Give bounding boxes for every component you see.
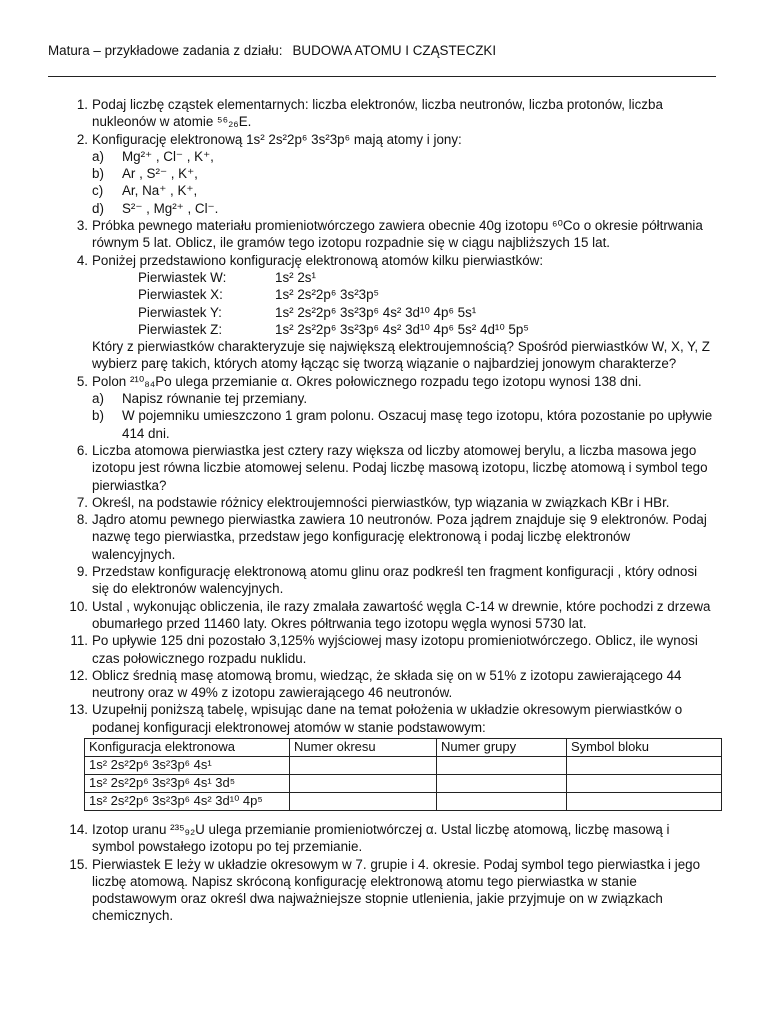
header-topic: BUDOWA ATOMU I CZĄSTECZKI xyxy=(292,43,497,58)
question-text: Oblicz średnią masę atomową bromu, wiedząc, że składa się on w 51% z izotopu zawierającego 44 neutrony oraz w 49% z izotopu zawierającego 46 neutronów. xyxy=(92,667,682,701)
answer-option xyxy=(92,182,714,199)
question-text: Polon ²¹⁰₈₄Po ulega przemianie α. Okres połowicznego rozpadu tego izotopu wynosi 138 dni. xyxy=(92,373,642,389)
question-text: Liczba atomowa pierwiastka jest cztery razy większa od liczby atomowej berylu, a liczba masowa jego izotopu jest równa liczbie atomowej selenu. Podaj liczbę masową izotopu, liczbę atomową i symbol tego pierwiastka? xyxy=(92,442,708,493)
answer-option xyxy=(92,165,714,182)
question-text: Uzupełnij poniższą tabelę, wpisując dane na temat położenia w układzie okresowym pierwiastków o podanej konfiguracji elektronowej atomów w stanie podstawowym: xyxy=(92,702,683,735)
table-header-cell: Konfiguracja elektronowa xyxy=(85,738,290,756)
question-number: 11. xyxy=(70,633,88,649)
option-letter: c) xyxy=(92,183,104,199)
question-item xyxy=(64,563,714,598)
element-config-row xyxy=(92,304,714,321)
table-row xyxy=(85,792,722,810)
option-letter: a) xyxy=(92,148,104,164)
question-text: Poniżej przedstawiono konfigurację elektronową atomów kilku pierwiastków: xyxy=(92,252,544,268)
question-item xyxy=(64,131,714,217)
question-number: 4. xyxy=(76,252,88,268)
question-number: 12. xyxy=(69,667,88,683)
table-header-cell: Numer grupy xyxy=(437,738,567,756)
config-cell: 1s² 2s²2p⁶ 3s²3p⁶ 4s² 3d¹⁰ 4p⁵ xyxy=(85,792,290,810)
electron-configuration: 1s² 2s²2p⁶ 3s²3p⁵ xyxy=(275,287,380,303)
answer-cell[interactable] xyxy=(290,774,437,792)
answer-option xyxy=(92,148,714,165)
question-number: 14. xyxy=(69,821,88,837)
answer-cell[interactable] xyxy=(437,756,567,774)
question-item xyxy=(64,632,714,667)
question-item xyxy=(64,701,714,811)
answer-cell[interactable] xyxy=(567,774,722,792)
option-letter: d) xyxy=(92,200,104,216)
answer-cell[interactable] xyxy=(290,792,437,810)
question-item xyxy=(64,494,714,511)
question-text: Określ, na podstawie różnicy elektroujemności pierwiastków, typ wiązania w związkach KBr i HBr. xyxy=(92,494,670,510)
question-text: Podaj liczbę cząstek elementarnych: liczba elektronów, liczba neutronów, liczba protonów, liczba nukleonów w atomie ⁵⁶₂₆E. xyxy=(92,97,663,130)
element-config-row xyxy=(92,321,714,338)
question-text: Próbka pewnego materiału promieniotwórczego zawiera obecnie 40g izotopu ⁶⁰Co o okresie półtrwania równym 5 lat. Oblicz, ile gramów tego izotopu rozpadnie się w ciągu najbliższych 15 lat. xyxy=(92,218,703,251)
element-name: Pierwiastek Y: xyxy=(138,304,222,320)
question-number: 10. xyxy=(69,598,88,614)
table-row xyxy=(85,756,722,774)
table-header-row xyxy=(85,738,722,756)
question-item xyxy=(64,856,714,925)
question-item xyxy=(64,821,714,856)
answer-cell[interactable] xyxy=(567,756,722,774)
answer-option xyxy=(92,390,714,407)
element-config-row xyxy=(92,269,714,286)
question-text: Ustal , wykonując obliczenia, ile razy zmalała zawartość węgla C-14 w drewnie, które pochodzi z drzewa obumarłego przed 11460 laty. Okres półtrwania tego izotopu węgla wynosi 5730 lat. xyxy=(92,598,711,631)
question-number: 13. xyxy=(69,702,88,718)
question-number: 1. xyxy=(76,97,88,112)
option-text: Napisz równanie tej przemiany. xyxy=(122,391,308,407)
option-letter: b) xyxy=(92,166,104,182)
element-config-row xyxy=(92,286,714,303)
question-number: 8. xyxy=(76,512,88,528)
worksheet-header xyxy=(48,43,496,58)
question-item xyxy=(64,96,714,131)
element-name: Pierwiastek X: xyxy=(138,287,223,303)
option-letter: b) xyxy=(92,408,104,424)
question-number: 6. xyxy=(76,442,88,458)
question-number: 9. xyxy=(76,564,88,580)
periodic-position-table xyxy=(84,738,722,811)
answer-cell[interactable] xyxy=(437,774,567,792)
electron-configuration: 1s² 2s²2p⁶ 3s²3p⁶ 4s² 3d¹⁰ 4p⁶ 5s¹ xyxy=(275,304,477,320)
header-divider xyxy=(48,76,716,77)
question-number: 2. xyxy=(76,131,88,147)
question-text: Konfigurację elektronową 1s² 2s²2p⁶ 3s²3p⁶ mają atomy i jony: xyxy=(92,131,462,147)
option-text: S²⁻ , Mg²⁺ , Cl⁻. xyxy=(122,200,219,216)
question-number: 15. xyxy=(69,856,88,872)
option-letter: a) xyxy=(92,391,104,407)
question-text: Po upływie 125 dni pozostało 3,125% wyjściowej masy izotopu promieniotwórczego. Oblicz, ile wynosi czas połowicznego rozpadu nuklidu. xyxy=(92,633,698,666)
answer-option xyxy=(92,407,714,442)
question-text: Pierwiastek E leży w układzie okresowym w 7. grupie i 4. okresie. Podaj symbol tego pierwiastka i jego liczbę atomową. Napisz skróconą konfigurację elektronową atomu tego pierwiastka w stanie podstawowym oraz określ dwa najważniejsze stopnie utlenienia, jakie przyjmuje on w związkach chemicznych. xyxy=(92,856,701,924)
question-number: 3. xyxy=(76,218,88,234)
table-header-cell: Symbol bloku xyxy=(567,738,722,756)
header-title: Matura – przykładowe zadania z działu: xyxy=(48,43,283,58)
question-number: 5. xyxy=(76,373,88,389)
question-item xyxy=(64,217,714,252)
question-item xyxy=(64,373,714,442)
answer-option xyxy=(92,200,714,217)
question-item xyxy=(64,252,714,373)
electron-configuration: 1s² 2s¹ xyxy=(275,269,316,285)
question-text: Przedstaw konfigurację elektronową atomu glinu oraz podkreśl ten fragment konfiguracji , który odnosi się do elektronów walencyjnych. xyxy=(92,564,698,597)
element-name: Pierwiastek Z: xyxy=(138,321,223,337)
answer-cell[interactable] xyxy=(290,756,437,774)
table-row xyxy=(85,774,722,792)
question-text: Jądro atomu pewnego pierwiastka zawiera 10 neutronów. Poza jądrem znajduje się 9 elektronów. Podaj nazwę tego pierwiastka, przedstaw jego konfigurację elektronową i podaj liczbę elektronów walencyjnych. xyxy=(92,512,707,562)
element-name: Pierwiastek W: xyxy=(138,269,227,285)
question-list xyxy=(64,96,714,925)
electron-configuration: 1s² 2s²2p⁶ 3s²3p⁶ 4s² 3d¹⁰ 4p⁶ 5s² 4d¹⁰ 5p⁵ xyxy=(275,321,529,337)
question-item xyxy=(64,667,714,702)
answer-cell[interactable] xyxy=(437,792,567,810)
option-text: W pojemniku umieszczono 1 gram polonu. Oszacuj masę tego izotopu, która pozostanie po upływie 414 dni. xyxy=(122,408,713,441)
table-header-cell: Numer okresu xyxy=(290,738,437,756)
option-text: Ar, Na⁺ , K⁺, xyxy=(122,183,198,199)
config-cell: 1s² 2s²2p⁶ 3s²3p⁶ 4s¹ 3d⁵ xyxy=(85,774,290,792)
config-cell: 1s² 2s²2p⁶ 3s²3p⁶ 4s¹ xyxy=(85,756,290,774)
question-number: 7. xyxy=(76,494,88,510)
question-followup: Który z pierwiastków charakteryzuje się największą elektroujemnością? Spośród pierwiastków W, X, Y, Z wybierz parę takich, których atomy łącząc się tworzą wiązanie o najbardziej jonowym charakterze? xyxy=(92,339,710,372)
answer-cell[interactable] xyxy=(567,792,722,810)
question-item xyxy=(64,442,714,494)
option-text: Ar , S²⁻ , K⁺, xyxy=(122,166,198,182)
option-text: Mg²⁺ , Cl⁻ , K⁺, xyxy=(122,148,214,164)
question-item xyxy=(64,511,714,563)
question-item xyxy=(64,598,714,633)
question-text: Izotop uranu ²³⁵₉₂U ulega przemianie promieniotwórczej α. Ustal liczbę atomową, liczbę masową i symbol powstałego izotopu po tej przemianie. xyxy=(92,821,670,855)
